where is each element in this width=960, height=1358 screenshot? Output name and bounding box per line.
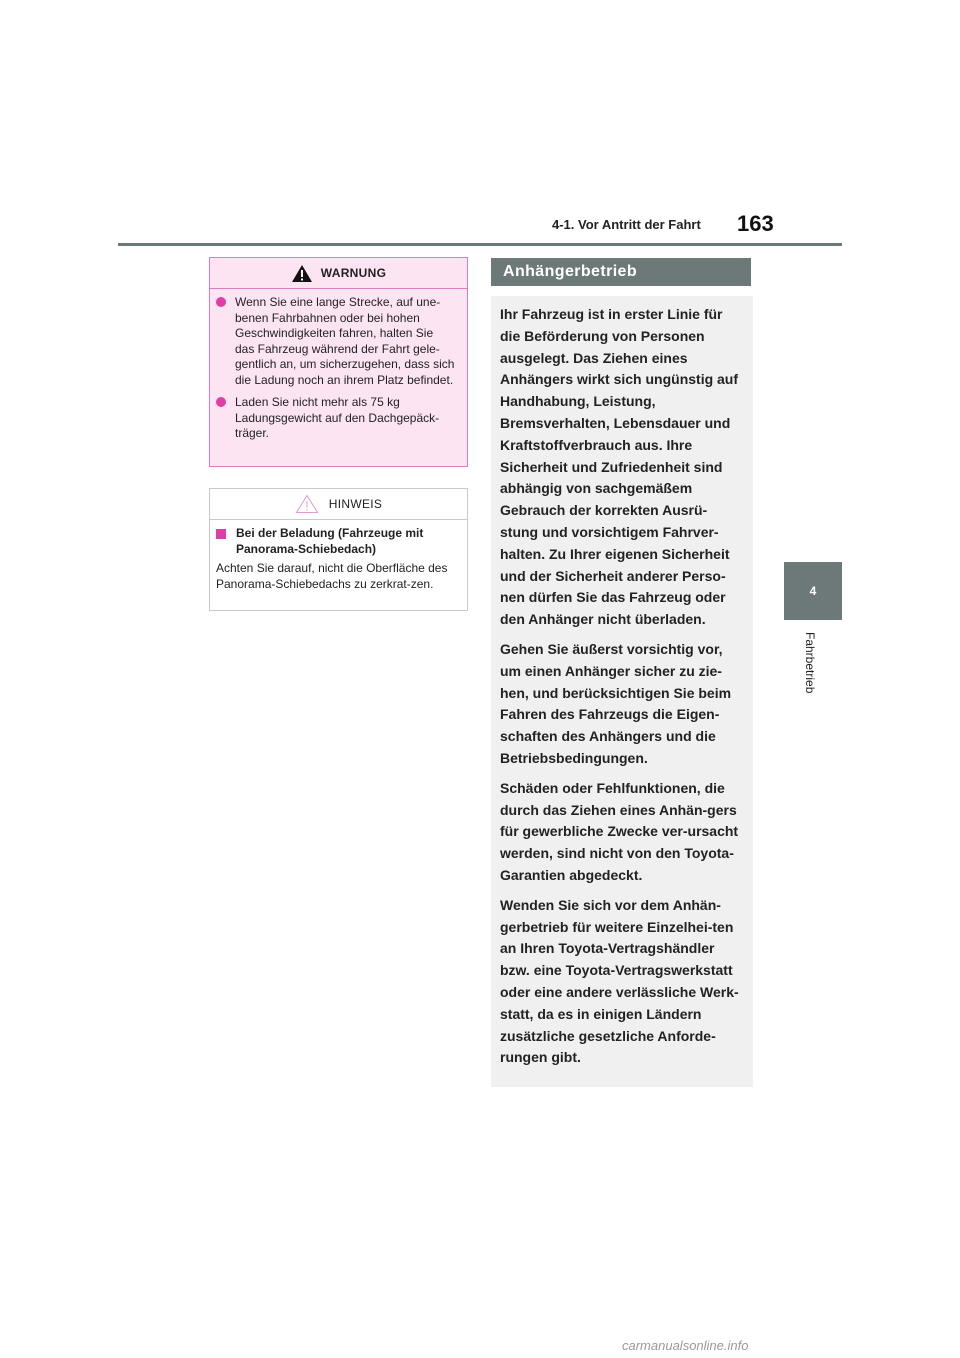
chapter-label-container: [803, 632, 823, 712]
warning-header: [210, 258, 467, 289]
caution-outline-icon: [295, 494, 319, 514]
chapter-tab[interactable]: 4: [784, 562, 842, 620]
hint-body: [210, 520, 467, 592]
warning-item-text: Laden Sie nicht mehr als 75 kg Ladungsgewicht auf den Dachgepäck-träger.: [235, 395, 440, 440]
hint-header: [210, 489, 467, 520]
page-number: 163: [737, 211, 774, 236]
paragraph: Ihr Fahrzeug ist in erster Linie für die Beförderung von Personen ausgelegt. Das Ziehen eines Anhängers wirkt sich ungünstig auf Handhabung, Leistung, Bremsverhalten, Lebensdauer und Kraftstoffverbrauch aus. Ihre Sicherheit und Zufriedenheit sind abhängig von sachgemäßem Gebrauch der korrekten Ausrü-stung und vorsichtigem Fahrver-halten. Zu Ihrer eigenen Sicherheit und der Sicherheit anderer Perso-nen dürfen Sie das Fahrzeug oder den Anhänger nicht überladen.: [500, 306, 739, 628]
paragraph: Schäden oder Fehlfunktionen, die durch das Ziehen eines Anhän-gers für gewerbliche Zwecke ver-ursacht werden, sind nicht von den Toyota-Garantien abgedeckt.: [500, 779, 739, 883]
paragraph: Wenden Sie sich vor dem Anhän-gerbetrieb für weitere Einzelhei-ten an Ihren Toyota-Vertragshändler bzw. eine Toyota-Vertragswerkstatt oder eine andere verlässliche Werk-statt, da es in einigen Ländern zusätzliche gesetzliche Anforde-rungen gibt.: [500, 896, 739, 1066]
header-divider: [118, 243, 842, 246]
hint-title: HINWEIS: [328, 497, 383, 511]
section-content: [491, 296, 753, 1087]
bullet-square-icon: [216, 529, 226, 539]
warning-item: [216, 395, 455, 442]
bullet-dot-icon: [216, 397, 226, 407]
bullet-dot-icon: [216, 297, 226, 307]
warning-box: [209, 257, 468, 467]
section-title-bar: Anhängerbetrieb: [491, 258, 751, 286]
warning-item-text: Wenn Sie eine lange Strecke, auf une-benen Fahrbahnen oder bei hohen Geschwindigkeiten fahren, halten Sie das Fahrzeug während der Fahrt gele-gentlich an, um sicherzugehen, dass sich die Ladung noch an ihrem Platz befindet.: [235, 295, 455, 387]
section-header: 4-1. Vor Antritt der Fahrt: [552, 217, 701, 232]
chapter-label: Fahrbetrieb: [803, 632, 817, 694]
hint-subheading-text: Bei der Beladung (Fahrzeuge mit Panorama-Schiebedach): [236, 526, 424, 556]
warning-triangle-icon: [291, 264, 313, 283]
warning-list: [210, 289, 467, 442]
hint-subheading: [216, 526, 457, 557]
warning-title: WARNUNG: [320, 266, 387, 280]
footer-watermark: carmanualsonline.info: [622, 1338, 749, 1353]
hint-box: [209, 488, 468, 611]
paragraph: Gehen Sie äußerst vorsichtig vor, um einen Anhänger sicher zu zie-hen, und berücksichtigen Sie beim Fahren des Fahrzeugs die Eigen-schaften des Anhängers und die Betriebsbedingungen.: [500, 640, 732, 766]
warning-item: [216, 295, 455, 388]
hint-text: Achten Sie darauf, nicht die Oberfläche des Panorama-Schiebedachs zu zerkrat-zen.: [216, 561, 448, 591]
